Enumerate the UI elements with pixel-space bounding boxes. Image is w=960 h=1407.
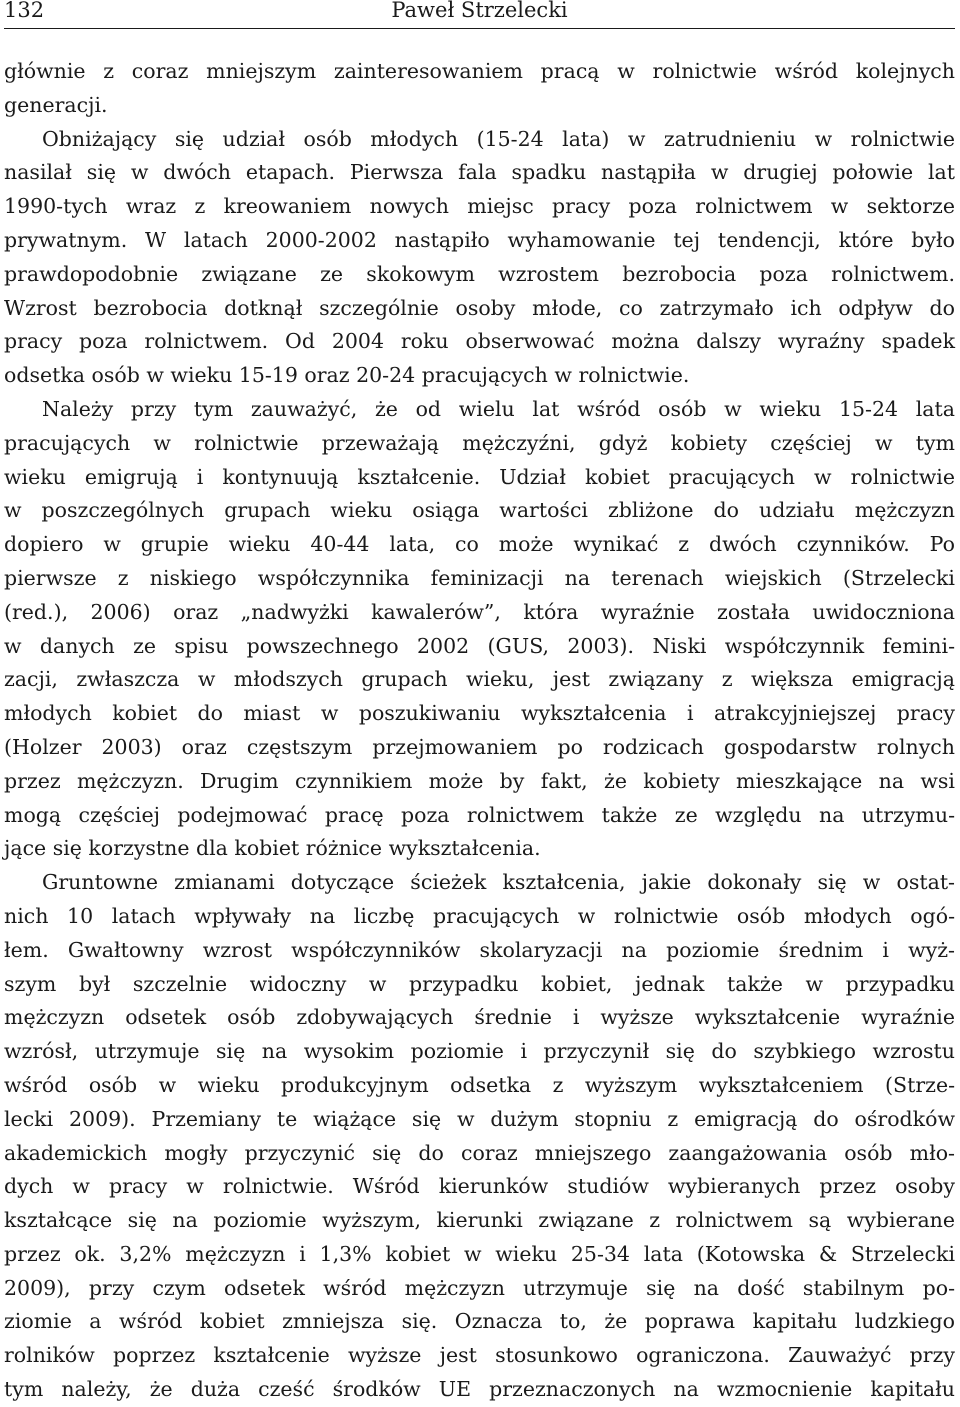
text-line: ziomie a wśród kobiet zmniejsza się. Oznacza to, że poprawa kapitału ludzkiego: [4, 1309, 955, 1334]
text-line: dopiero w grupie wieku 40-44 lata, co może wynikać z dwóch czynników. Po: [4, 532, 955, 557]
text-line: wzrósł, utrzymuje się na wysokim poziomie i przyczynił się do szybkiego wzrostu: [4, 1039, 955, 1064]
text-line: Gruntowne zmianami dotyczące ścieżek kształcenia, jakie dokonały się w ostat-: [42, 870, 955, 895]
text-line: Obniżający się udział osób młodych (15-24 lata) w zatrudnieniu w rolnictwie: [42, 126, 955, 151]
text-line: generacji.: [4, 92, 108, 117]
text-line: łem. Gwałtowny wzrost współczynników skolaryzacji na poziomie średnim i wyż-: [4, 937, 955, 962]
text-line: mogą częściej podejmować pracę poza rolnictwem także ze względu na utrzymu-: [4, 802, 955, 827]
text-line: prawdopodobnie związane ze skokowym wzrostem bezrobocia poza rolnictwem.: [4, 261, 955, 286]
text-line: prywatnym. W latach 2000-2002 nastąpiło wyhamowanie tej tendencji, które było: [4, 227, 955, 252]
text-line: (red.), 2006) oraz „nadwyżki kawalerów”, która wyraźnie została uwidoczniona: [4, 599, 955, 624]
text-line: nasilał się w dwóch etapach. Pierwsza fala spadku nastąpiła w drugiej połowie lat: [4, 160, 955, 185]
text-line: zacji, zwłaszcza w młodszych grupach wieku, jest związany z większa emigracją: [4, 667, 955, 692]
text-line: jące się korzystne dla kobiet różnice wykształcenia.: [4, 836, 541, 861]
text-line: dych w pracy w rolnictwie. Wśród kierunków studiów wybieranych przez osoby: [4, 1174, 955, 1199]
text-line: mężczyzn odsetek osób zdobywających średnie i wyższe wykształcenie wyraźnie: [4, 1005, 955, 1030]
running-title-author: Paweł Strzelecki: [391, 0, 568, 22]
body-text: [4, 55, 955, 1407]
text-line: lecki 2009). Przemiany te wiążące się w dużym stopniu z emigracją do ośrodków: [4, 1106, 955, 1131]
text-line: w danych ze spisu powszechnego 2002 (GUS, 2003). Niski współczynnik femini-: [4, 633, 955, 658]
text-line: 2009), przy czym odsetek wśród mężczyzn utrzymuje się na dość stabilnym po-: [4, 1275, 955, 1300]
text-line: nich 10 latach wpływały na liczbę pracujących w rolnictwie osób młodych ogó-: [4, 903, 955, 928]
text-line: tym należy, że duża cześć środków UE przeznaczonych na wzmocnienie kapitału: [4, 1377, 955, 1402]
text-line: Należy przy tym zauważyć, że od wielu lat wśród osób w wieku 15-24 lata: [42, 396, 955, 421]
text-line: Wzrost bezrobocia dotknął szczególnie osoby młode, co zatrzymało ich odpływ do: [4, 295, 955, 320]
text-line: szym był szczelnie widoczny w przypadku kobiet, jednak także w przypadku: [4, 971, 955, 996]
text-line: głównie z coraz mniejszym zainteresowaniem pracą w rolnictwie wśród kolejnych: [4, 59, 955, 83]
text-line: pracy poza rolnictwem. Od 2004 roku obserwować można dalszy wyraźny spadek: [4, 329, 955, 354]
paragraph-4: [4, 866, 955, 1407]
text-line: przez ok. 3,2% mężczyzn i 1,3% kobiet w wieku 25-34 lata (Kotowska & Strzelecki: [4, 1241, 955, 1266]
paragraph-1: [4, 55, 955, 123]
text-line: przez mężczyzn. Drugim czynnikiem może by fakt, że kobiety mieszkające na wsi: [4, 768, 955, 793]
text-line: pracujących w rolnictwie przeważają mężczyźni, gdyż kobiety częściej w tym: [4, 430, 955, 455]
paragraph-3: [4, 393, 955, 866]
text-line: akademickich mogły przyczynić się do coraz mniejszego zaangażowania osób mło-: [4, 1140, 955, 1165]
text-line: 1990-tych wraz z kreowaniem nowych miejsc pracy poza rolnictwem w sektorze: [4, 194, 955, 219]
text-line: pierwsze z niskiego współczynnika feminizacji na terenach wiejskich (Strzelecki: [4, 565, 955, 590]
paragraph-2: [4, 123, 955, 393]
page-number: 132: [4, 0, 45, 22]
text-line: odsetka osób w wieku 15-19 oraz 20-24 pracujących w rolnictwie.: [4, 363, 690, 388]
text-line: wśród osób w wieku produkcyjnym odsetka z wyższym wykształceniem (Strze-: [4, 1072, 955, 1097]
header-rule: [4, 28, 955, 29]
text-line: młodych kobiet do miast w poszukiwaniu wykształcenia i atrakcyjniejszej pracy: [4, 701, 955, 726]
text-line: (Holzer 2003) oraz częstszym przejmowaniem po rodzicach gospodarstw rolnych: [4, 734, 955, 759]
running-head: [4, 0, 955, 30]
text-line: wieku emigrują i kontynuują kształcenie. Udział kobiet pracujących w rolnictwie: [4, 464, 955, 489]
text-line: kształcące się na poziomie wyższym, kierunki związane z rolnictwem są wybierane: [4, 1208, 955, 1233]
text-line: rolników poprzez kształcenie wyższe jest stosunkowo ograniczona. Zauważyć przy: [4, 1343, 955, 1368]
page: [4, 0, 955, 1407]
text-line: w poszczególnych grupach wieku osiąga wartości zbliżone do udziału mężczyzn: [4, 498, 955, 523]
